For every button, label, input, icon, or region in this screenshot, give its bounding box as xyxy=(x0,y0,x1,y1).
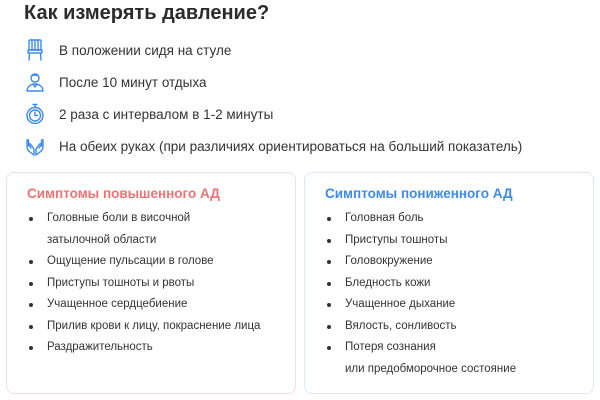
stopwatch-icon xyxy=(22,101,48,127)
low-pressure-heading: Симптомы пониженного АД xyxy=(325,186,513,201)
page-title: Как измерять давление? xyxy=(24,2,270,24)
chair-icon xyxy=(22,37,48,63)
tip-text: После 10 минут отдыха xyxy=(59,74,207,90)
high-pressure-card xyxy=(6,172,296,394)
low-pressure-symptoms xyxy=(325,208,583,380)
list-item: Приступы тошноты и рвоты xyxy=(27,273,285,295)
list-item: Учащенное дыхание xyxy=(325,294,583,316)
list-item: Раздражительность xyxy=(27,337,285,359)
high-pressure-heading: Симптомы повышенного АД xyxy=(27,186,220,201)
person-resting-icon xyxy=(22,69,48,95)
list-item: Потеря сознания или предобморочное состояние xyxy=(325,337,583,380)
measurement-tips xyxy=(22,34,592,162)
tip-rest xyxy=(22,66,592,98)
hands-icon xyxy=(22,133,48,159)
list-item: Вялость, сонливость xyxy=(325,316,583,338)
high-pressure-symptoms xyxy=(27,208,285,359)
list-item: Головокружение xyxy=(325,251,583,273)
list-item: Головные боли в височной затылочной области xyxy=(27,208,285,251)
tip-text: В положении сидя на стуле xyxy=(59,42,232,58)
tip-interval xyxy=(22,98,592,130)
list-item: Учащенное сердцебиение xyxy=(27,294,285,316)
tip-sitting xyxy=(22,34,592,66)
tip-text: 2 раза с интервалом в 1-2 минуты xyxy=(59,106,274,122)
tip-both-arms xyxy=(22,130,592,162)
list-item: Приступы тошноты xyxy=(325,230,583,252)
tip-text: На обеих руках (при различиях ориентироваться на больший показатель) xyxy=(59,138,523,154)
list-item: Ощущение пульсации в голове xyxy=(27,251,285,273)
list-item: Головная боль xyxy=(325,208,583,230)
list-item: Бледность кожи xyxy=(325,273,583,295)
list-item: Прилив крови к лицу, покраснение лица xyxy=(27,316,285,338)
low-pressure-card xyxy=(304,172,594,394)
